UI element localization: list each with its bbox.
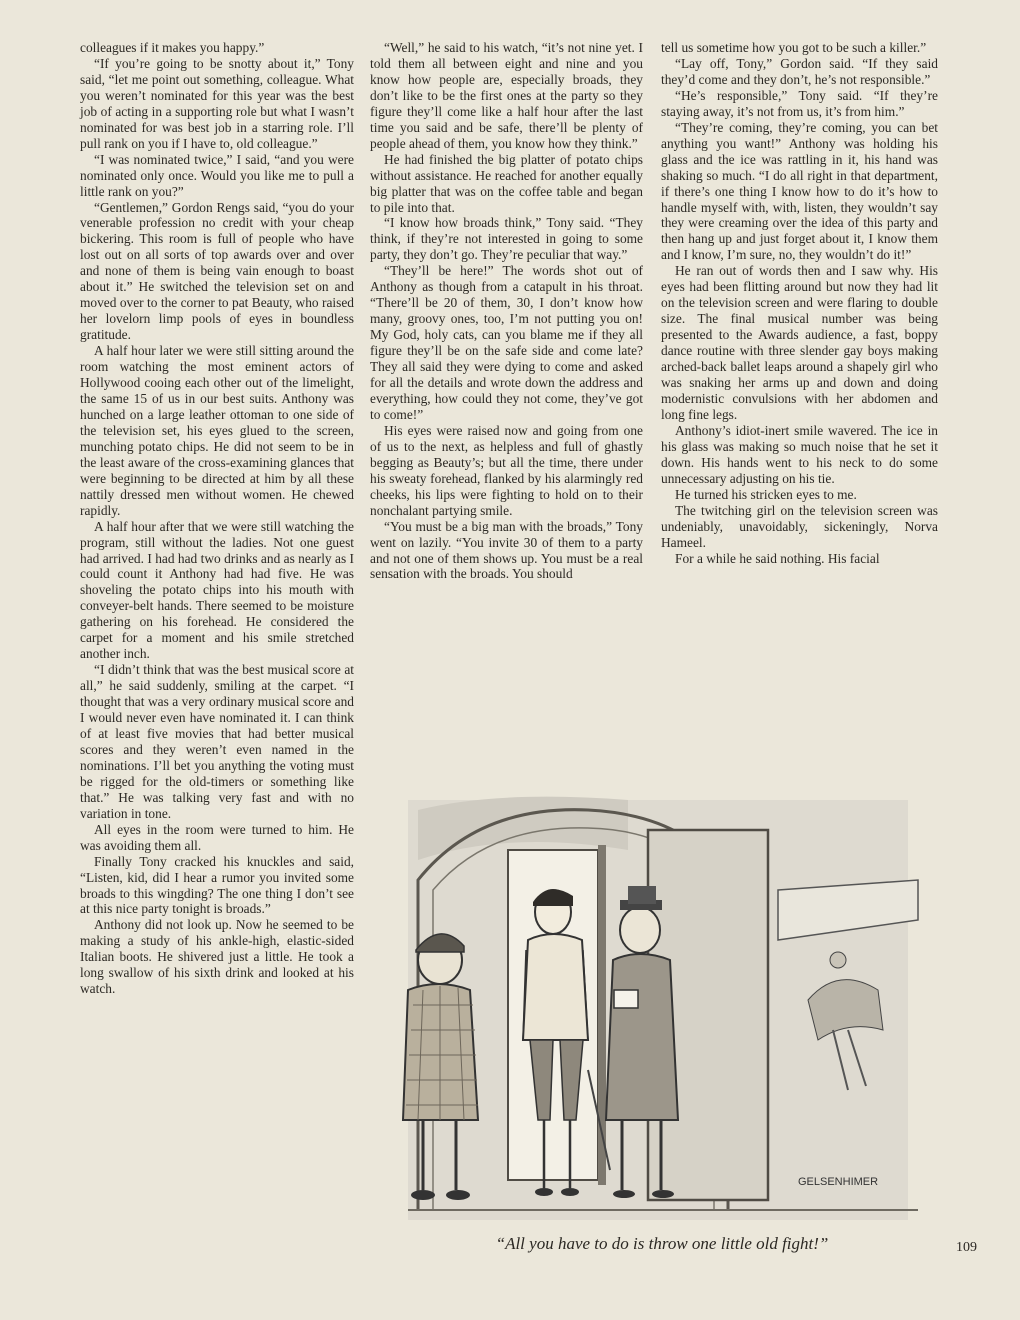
paragraph: He ran out of words then and I saw why. His eyes had been flitting around but now they had lit on the television screen and were flaring to double size. The final musical number was being presented to the Awards audience, a fast, boppy dance routine with three slender gay boys making arched-back ballet leaps around a shapely girl who was snaking her arms up and down and doing modernistic convulsions with her abdomen and long fine legs. xyxy=(661,263,938,422)
paragraph: “You must be a big man with the broads,” Tony went on lazily. “You invite 30 of them to a party and not one of them shows up. You must be a real sensation with the broads. You should xyxy=(370,518,643,582)
paragraph: A half hour after that we were still watching the program, still without the ladies. Not one guest had arrived. I had had two drinks and as nearly as I could count it Anthony had had five. He was shoveling the potato chips into his mouth with conveyer-belt hands. There seemed to be moisture gathering on his forehead. He considered the carpet for a moment and his smile stretched another inch. xyxy=(80,518,354,662)
paragraph: “I know how broads think,” Tony said. “They think, if they’re not interested in going to some party, they don’t go. They’re peculiar that way.” xyxy=(370,215,643,263)
paragraph: Finally Tony cracked his knuckles and said, “Listen, kid, did I hear a rumor you invited some broads to this wingding? The one thing I don’t see at this nice party tonight is broads.” xyxy=(80,853,354,917)
paragraph: The twitching girl on the television screen was undeniably, unavoidably, sickeningly, Norva Hameel. xyxy=(661,502,938,550)
paragraph: He turned his stricken eyes to me. xyxy=(675,486,857,502)
paragraph: “Well,” he said to his watch, “it’s not nine yet. I told them all between eight and nine and you know how people are, especially broads, they don’t like to be the first ones at the party so they figure they’ll come like a half hour after the last time you said and be safe, there’ll be plenty of people ahead of them, you know how they think.” xyxy=(370,40,643,151)
paragraph: Anthony’s idiot-inert smile wavered. The ice in his glass was making so much noise that he set it down. His hands went to his neck to do some unnecessary adjusting on his tie. xyxy=(661,422,938,486)
paragraph: colleagues if it makes you happy.” xyxy=(80,40,265,55)
paragraph: “They’re coming, they’re coming, you can bet anything you want!” Anthony was holding his glass and the ice was rattling in it, his hand was shaking so much. “I do all right in that department, if there’s one thing I know how to do it’s how to handle myself with, with, listen, they wouldn’t say they were creaming over the idea of this party and then hang up and just forget about it, I know them and I know, I’m sure, no, they wouldn’t do it!” xyxy=(661,119,938,263)
paragraph: Anthony did not look up. Now he seemed to be making a study of his ankle-high, elastic-sided Italian boots. He shivered just a little. He took a long swallow of his sixth drink and looked at his watch. xyxy=(80,917,354,997)
paragraph: His eyes were raised now and going from one of us to the next, as helpless and full of ghastly begging as Beauty’s; but all the time, there under his sweaty forehead, flanked by his alarmingly red cheeks, his lips were fighting to hold on to their nonchalant partying smile. xyxy=(370,422,643,518)
paragraph: “Gentlemen,” Gordon Rengs said, “you do your venerable profession no credit with your cheap bickering. This room is full of people who have lost out on all sorts of top awards over and over and none of them is being vain enough to boast about it.” He switched the television set on and moved over to the corner to pat Beauty, who raised her lovelorn limp pools of eyes in boundless gratitude. xyxy=(80,199,354,343)
paragraph: “If you’re going to be snotty about it,” Tony said, “let me point out something, colleague. What you weren’t nominated for this year was the best job of acting in a supporting role but what I wasn’t nominated for was best job in a starring role. I’ll pull rank on you if I have to, old colleague.” xyxy=(80,55,354,151)
paragraph: “I was nominated twice,” I said, “and you were nominated only once. Would you like me to pull a little rank on you?” xyxy=(80,151,354,199)
text-column-middle xyxy=(370,40,643,582)
text-column-left xyxy=(80,40,354,997)
paragraph: For a while he said nothing. His facial xyxy=(675,550,880,566)
paragraph: A half hour later we were still sitting around the room watching the most eminent actors of Hollywood cooing each other out of the limelight, the same 15 of us in our best suits. Anthony was hunched on a large leather ottoman to one side of the television set, his eyes glued to the screen, munching potato chips. He did not seem to be in the least aware of the cross-examining glances that were beginning to be directed at him by all these nattily dressed men without women. He chewed rapidly. xyxy=(80,343,354,518)
paragraph: He had finished the big platter of potato chips without assistance. He reached for another equally big platter that was on the coffee table and began to pile into that. xyxy=(370,151,643,215)
cartoon-illustration xyxy=(378,790,946,1230)
paragraph: “Lay off, Tony,” Gordon said. “If they said they’d come and they don’t, he’s not responsible.” xyxy=(661,55,938,87)
text-column-right xyxy=(661,40,938,566)
cartoon-caption: “All you have to do is throw one little old fight!” xyxy=(495,1234,829,1253)
paragraph: “He’s responsible,” Tony said. “If they’re staying away, it’s not from us, it’s from him.” xyxy=(661,87,938,119)
paragraph: “They’ll be here!” The words shot out of Anthony as though from a catapult in his throat. “There’ll be 20 of them, 30, I don’t know how many, groovy ones, too, I’m not putting you on! My God, holy cats, can you blame me if they all figure they’ll be on the safe side and come late? They all said they were dying to come and asked for all the details and wrote down the address and everything, how could they not come, they’ve got to come!” xyxy=(370,263,643,422)
page-number: 109 xyxy=(956,1240,977,1255)
paragraph: tell us sometime how you got to be such a killer.” xyxy=(661,40,927,55)
paragraph: All eyes in the room were turned to him. He was avoiding them all. xyxy=(80,821,354,853)
paragraph: “I didn’t think that was the best musical score at all,” he said suddenly, smiling at the carpet. “I thought that was a very ordinary musical score and I would never even have nominated it. I can think of at least five movies that had better musical scores and they weren’t even named in the nominations. I’ll bet you anything the voting must be rigged for the old-timers or something like that.” He was talking very fast and with no variation in tone. xyxy=(80,662,354,821)
cartoon-signature: GELSENHIMER xyxy=(798,1176,879,1188)
